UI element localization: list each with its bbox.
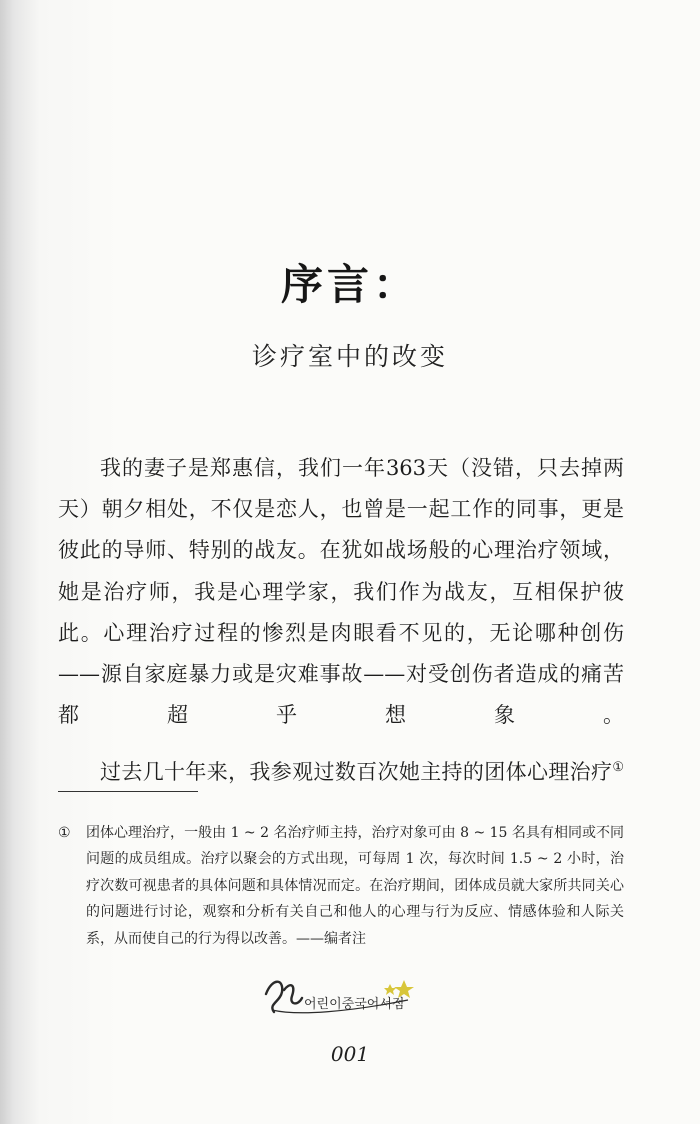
footnote-marker: ① bbox=[58, 825, 71, 841]
paragraph-text: 我的妻子是郑惠信，我们一年363天（没错，只去掉两天）朝夕相处，不仅是恋人，也曾是一起工作的同事，更是彼此的导师、特别的战友。在犹如战场般的心理治疗领域，她是治疗师，我是心理学家，我们作为战友，互相保护彼此。心理治疗过程的惨烈是肉眼看不见的，无论哪种创伤——源自家庭暴力或是灾难事故——对受创伤者造成的痛苦都超乎想象。 bbox=[58, 456, 624, 728]
footnote-text: 团体心理治疗，一般由 1 ~ 2 名治疗师主持，治疗对象可由 8 ~ 15 名具有相同或不同问题的成员组成。治疗以聚会的方式出现，可每周 1 次，每次时间 1.5 ~ 2 小时，治疗次数可视患者的具体问题和具体情况而定。在治疗期间，团体成员就大家所共同关心的问题进行讨论，观察和分析有关自己和他人的心理与行为反应、情感体验和人际关系，从而使自己的行为得以改善。——编者注 bbox=[86, 825, 624, 947]
page-number: 001 bbox=[330, 1042, 370, 1066]
paragraph-text: 过去几十年来，我参观过数百次她主持的团体心理治疗 bbox=[100, 760, 613, 785]
footnote bbox=[58, 820, 624, 952]
body-text bbox=[58, 448, 624, 794]
paragraph bbox=[58, 448, 624, 736]
page-title: 序言： bbox=[280, 260, 419, 309]
publisher-logo bbox=[258, 972, 458, 1018]
footnote-divider bbox=[58, 791, 198, 792]
paragraph bbox=[58, 752, 624, 793]
footnote-reference: ① bbox=[612, 760, 624, 776]
logo-text: 어린이중국어서점 bbox=[304, 997, 405, 1012]
page-subtitle: 诊疗室中的改变 bbox=[251, 342, 448, 371]
